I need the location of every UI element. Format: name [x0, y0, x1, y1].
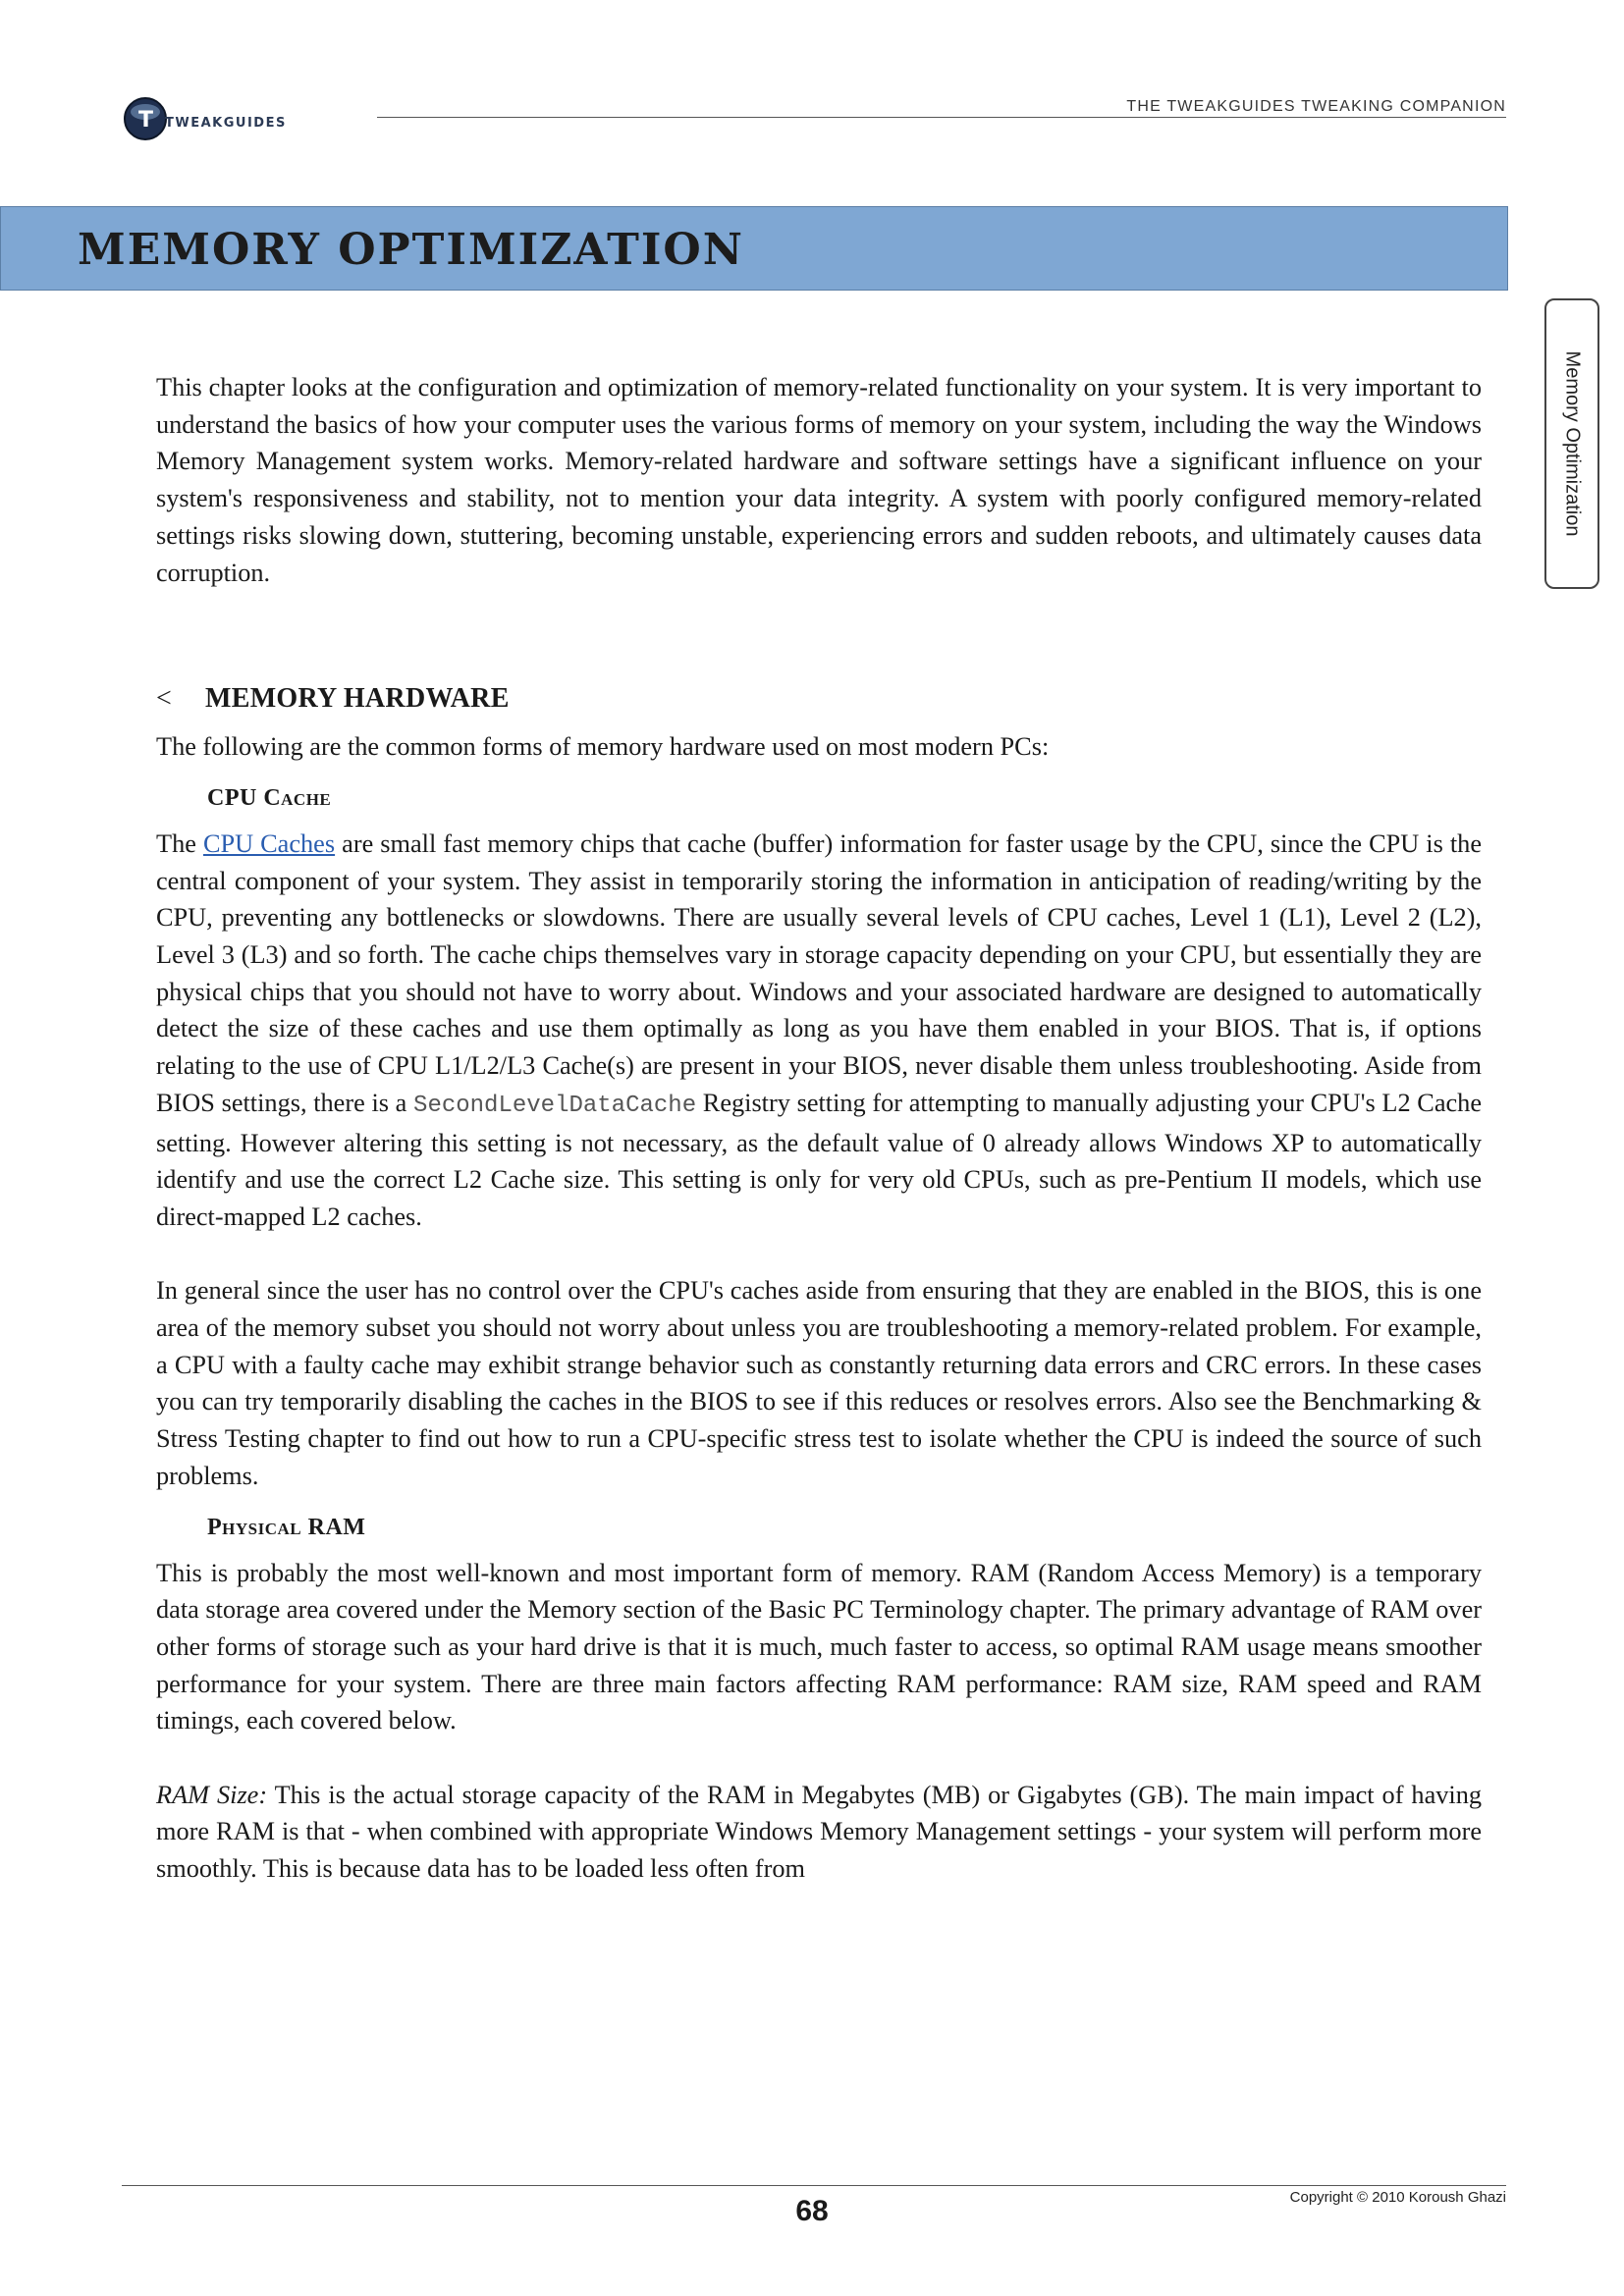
section-arrow-icon: <	[156, 683, 173, 715]
intro-paragraph: This chapter looks at the configuration and optimization of memory-related functionality on your system. It is very important to understand the basics of how your computer uses the various forms of memory on your system, including the way the Windows Memory Management system works. Memory-related hardware and software settings have a significant influence on your system's responsiveness and stability, not to mention your data integrity. A system with poorly configured memory-related settings risks slowing down, stuttering, becoming unstable, experiencing errors and sudden reboots, and ultimately causes data corruption.	[156, 373, 1482, 587]
cpu-cache-p1-start: The	[156, 828, 203, 858]
cpu-cache-p1-end: Registry setting for attempting to manually adjusting your CPU's L2 Cache setting. However altering this setting is not necessary, as the default value of 0 already allows Windows XP to automatically identify and use the correct L2 Cache size. This setting is only for very old CPUs, such as pre-Pentium II models, which use direct-mapped L2 caches.	[156, 1088, 1482, 1231]
cpu-cache-p1-mid: are small fast memory chips that cache (buffer) information for faster usage by the CPU, since the CPU is the central component of your system. They assist in temporarily storing the information in anticipation of reading/writing by the CPU, preventing any bottlenecks or slowdowns. There are usually several levels of CPU caches, Level 1 (L1), Level 2 (L2), Level 3 (L3) and so forth. The cache chips themselves vary in storage capacity depending on your CPU, but essentially they are physical chips that you should not have to worry about. Windows and your associated hardware are designed to automatically detect the size of these caches and use them optimally as long as you have them enabled in your BIOS. That is, if options relating to the use of CPU L1/L2/L3 Cache(s) are present in your BIOS, never disable them unless troubleshooting. Aside from BIOS settings, there is a	[156, 828, 1483, 1117]
side-tab-label: Memory Optimization	[1561, 350, 1584, 537]
page-content	[156, 369, 1482, 1888]
section-heading-text: MEMORY HARDWARE	[205, 683, 510, 715]
copyright-notice: Copyright © 2010 Koroush Ghazi	[1289, 2189, 1506, 2206]
logo-wordmark: TWEAKGUIDES	[165, 116, 287, 131]
cpu-cache-paragraph-1	[156, 826, 1482, 1236]
physical-ram-paragraph: This is probably the most well-known and most important form of memory. RAM (Random Access Memory) is a temporary data storage area covered under the Memory section of the Basic PC Terminology chapter. The primary advantage of RAM over other forms of storage such as your hard drive is that it is much, much faster to access, so optimal RAM usage means smoother performance for your system. There are three main factors affecting RAM performance: RAM size, RAM speed and RAM timings, each covered below.	[156, 1558, 1482, 1735]
subheading-cpu-cache: CPU Cache	[207, 784, 332, 811]
tweakguides-logo	[122, 94, 357, 143]
chapter-title: MEMORY OPTIMIZATION	[78, 225, 744, 275]
cpu-cache-paragraph-2: In general since the user has no control over the CPU's caches aside from ensuring that they are enabled in the BIOS, this is one area of the memory subset you should not worry about unless you are troubleshooting a memory-related problem. For example, a CPU with a faulty cache may exhibit strange behavior such as constantly returning data errors and CRC errors. In these cases you can try temporarily disabling the caches in the BIOS to see if this reduces or resolves errors. Also see the Benchmarking & Stress Testing chapter to find out how to run a CPU-specific stress test to isolate whether the CPU is indeed the source of such problems.	[156, 1276, 1482, 1490]
chapter-banner	[0, 206, 1508, 291]
section-lead: The following are the common forms of memory hardware used on most modern PCs:	[156, 732, 1050, 762]
subheading-physical-ram: Physical RAM	[207, 1514, 366, 1540]
ram-size-text: This is the actual storage capacity of the RAM in Megabytes (MB) or Gigabytes (GB). The main impact of having more RAM is that - when combined with appropriate Windows Memory Management settings - your system will perform more smoothly. This is because data has to be loaded less often from	[156, 1780, 1482, 1884]
section-heading	[156, 683, 1482, 715]
chapter-side-tab	[1544, 298, 1599, 589]
registry-setting-code: SecondLevelDataCache	[413, 1092, 697, 1119]
footer-rule	[122, 2185, 1506, 2186]
cpu-caches-link[interactable]: CPU Caches	[202, 828, 336, 858]
svg-text:T: T	[138, 108, 154, 133]
ram-size-paragraph	[156, 1777, 1482, 1888]
running-title: THE TWEAKGUIDES TWEAKING COMPANION	[1126, 98, 1506, 115]
ram-size-label: RAM Size:	[156, 1780, 268, 1809]
header-rule	[377, 117, 1506, 118]
page-number: 68	[795, 2195, 829, 2227]
